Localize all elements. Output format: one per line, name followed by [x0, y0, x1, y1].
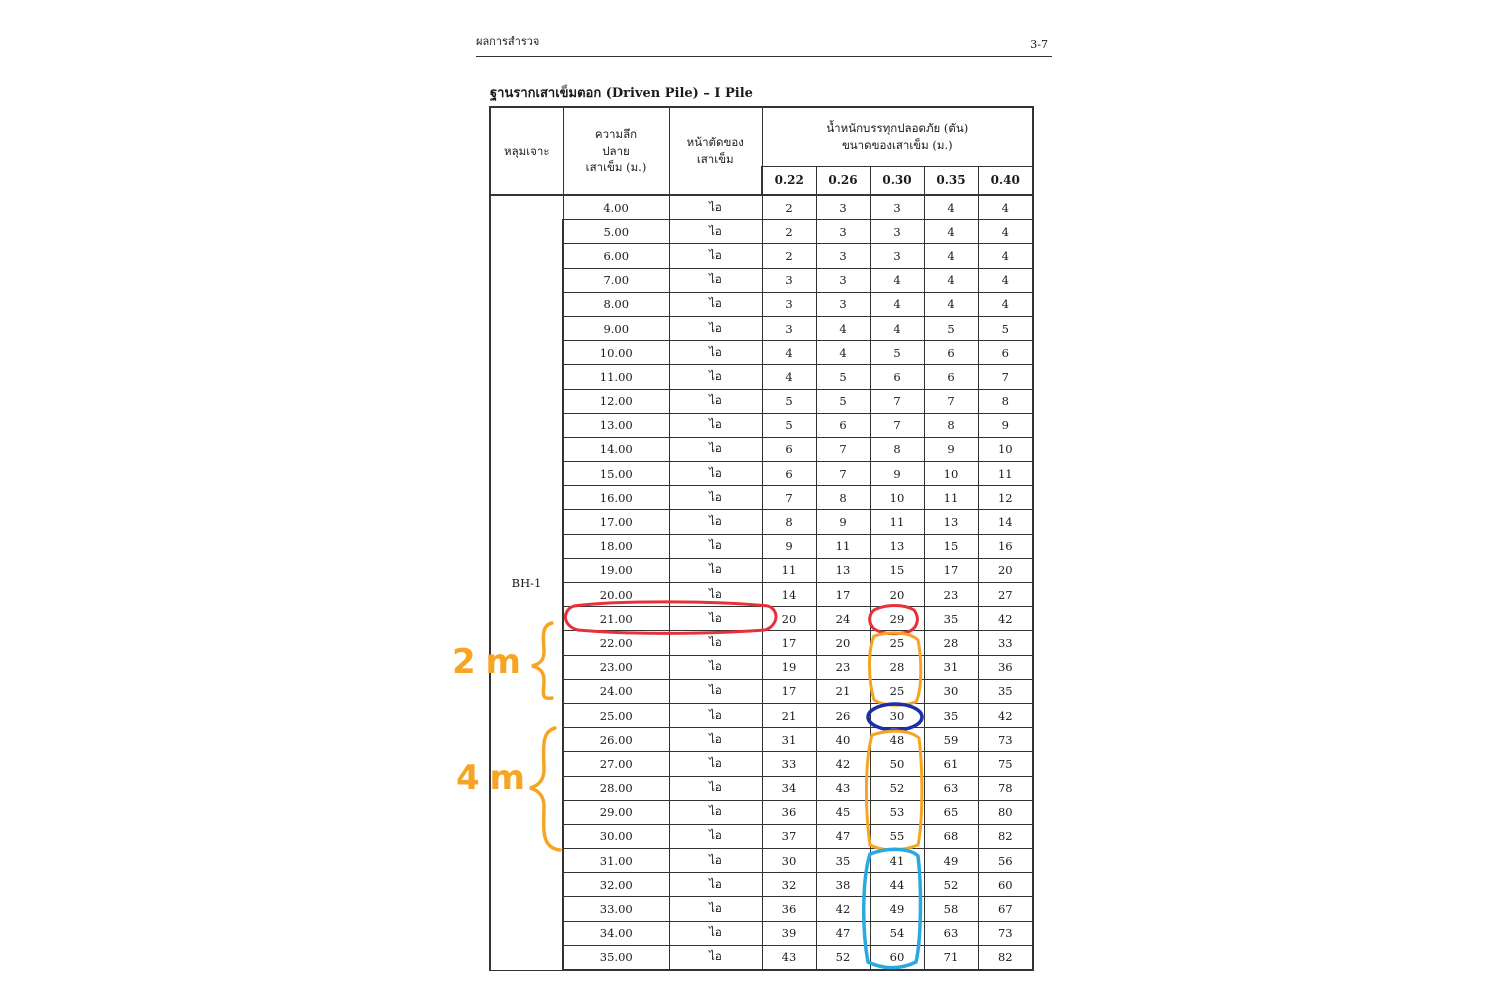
section-cell: ไอ: [669, 679, 762, 703]
load-cell: 2: [762, 244, 816, 268]
load-cell: 4: [924, 195, 978, 220]
table-row: [490, 389, 1033, 413]
load-cell: 31: [762, 728, 816, 752]
load-cell: 42: [978, 607, 1033, 631]
load-cell: 67: [978, 897, 1033, 921]
section-cell: ไอ: [669, 220, 762, 244]
page-number: 3-7: [1030, 38, 1048, 51]
pile-size-0-40: 0.40: [978, 167, 1033, 196]
load-cell: 7: [816, 462, 870, 486]
pile-size-0-26: 0.26: [816, 167, 870, 196]
load-cell: 4: [978, 292, 1033, 316]
load-cell: 5: [870, 341, 924, 365]
load-cell: 15: [924, 534, 978, 558]
table-row: [490, 824, 1033, 848]
load-cell: 24: [816, 607, 870, 631]
load-cell: 10: [924, 462, 978, 486]
col-header-depth: ความลึก ปลาย เสาเข็ม (ม.): [563, 107, 669, 195]
depth-cell: 35.00: [563, 945, 669, 970]
load-cell: 25: [870, 631, 924, 655]
section-cell: ไอ: [669, 292, 762, 316]
load-cell: 56: [978, 849, 1033, 873]
load-cell: 40: [816, 728, 870, 752]
depth-cell: 27.00: [563, 752, 669, 776]
load-cell: 61: [924, 752, 978, 776]
table-row: [490, 268, 1033, 292]
pile-size-0-30: 0.30: [870, 167, 924, 196]
load-cell: 71: [924, 945, 978, 970]
load-cell: 14: [978, 510, 1033, 534]
depth-cell: 28.00: [563, 776, 669, 800]
load-cell: 43: [816, 776, 870, 800]
load-cell: 49: [924, 849, 978, 873]
load-cell: 13: [924, 510, 978, 534]
section-cell: ไอ: [669, 365, 762, 389]
load-cell: 3: [816, 195, 870, 220]
depth-cell: 6.00: [563, 244, 669, 268]
table-row: [490, 752, 1033, 776]
page-header: [476, 30, 1052, 57]
table-row: [490, 703, 1033, 727]
load-cell: 20: [870, 583, 924, 607]
load-cell: 11: [870, 510, 924, 534]
section-cell: ไอ: [669, 486, 762, 510]
load-cell: 4: [978, 220, 1033, 244]
table-row: [490, 292, 1033, 316]
load-cell: 68: [924, 824, 978, 848]
load-cell: 54: [870, 921, 924, 945]
load-cell: 36: [978, 655, 1033, 679]
section-cell: ไอ: [669, 341, 762, 365]
load-cell: 6: [870, 365, 924, 389]
col-header-section: หน้าตัดของ เสาเข็ม: [669, 107, 762, 195]
load-cell: 82: [978, 824, 1033, 848]
load-cell: 9: [816, 510, 870, 534]
table-row: [490, 486, 1033, 510]
load-cell: 11: [924, 486, 978, 510]
load-cell: 28: [870, 655, 924, 679]
table-row: [490, 244, 1033, 268]
load-cell: 2: [762, 195, 816, 220]
depth-cell: 4.00: [563, 195, 669, 220]
table-row: [490, 510, 1033, 534]
table-row: [490, 534, 1033, 558]
load-cell: 75: [978, 752, 1033, 776]
section-cell: ไอ: [669, 462, 762, 486]
table-row: [490, 655, 1033, 679]
load-cell: 7: [870, 389, 924, 413]
section-cell: ไอ: [669, 607, 762, 631]
load-cell: 33: [762, 752, 816, 776]
load-cell: 49: [870, 897, 924, 921]
load-cell: 5: [762, 389, 816, 413]
section-cell: ไอ: [669, 583, 762, 607]
load-cell: 4: [816, 316, 870, 340]
load-cell: 30: [924, 679, 978, 703]
section-cell: ไอ: [669, 703, 762, 727]
load-cell: 9: [924, 437, 978, 461]
load-cell: 36: [762, 800, 816, 824]
section-cell: ไอ: [669, 728, 762, 752]
depth-cell: 10.00: [563, 341, 669, 365]
col-header-safe-load: น้ำหนักบรรทุกปลอดภัย (ตัน) ขนาดของเสาเข็ม (ม.): [762, 107, 1033, 167]
load-cell: 5: [978, 316, 1033, 340]
section-cell: ไอ: [669, 195, 762, 220]
load-cell: 4: [978, 195, 1033, 220]
section-cell: ไอ: [669, 655, 762, 679]
section-cell: ไอ: [669, 510, 762, 534]
load-cell: 16: [978, 534, 1033, 558]
load-cell: 30: [762, 849, 816, 873]
load-cell: 52: [816, 945, 870, 970]
section-cell: ไอ: [669, 897, 762, 921]
load-cell: 27: [978, 583, 1033, 607]
load-cell: 63: [924, 921, 978, 945]
table-row: [490, 897, 1033, 921]
load-cell: 47: [816, 921, 870, 945]
load-cell: 19: [762, 655, 816, 679]
depth-cell: 30.00: [563, 824, 669, 848]
depth-cell: 25.00: [563, 703, 669, 727]
load-cell: 10: [870, 486, 924, 510]
depth-cell: 15.00: [563, 462, 669, 486]
load-cell: 20: [816, 631, 870, 655]
section-cell: ไอ: [669, 437, 762, 461]
load-cell: 73: [978, 921, 1033, 945]
load-cell: 55: [870, 824, 924, 848]
load-cell: 4: [978, 244, 1033, 268]
load-cell: 60: [978, 873, 1033, 897]
load-cell: 3: [816, 244, 870, 268]
depth-cell: 32.00: [563, 873, 669, 897]
load-cell: 42: [816, 752, 870, 776]
load-cell: 9: [762, 534, 816, 558]
load-cell: 17: [762, 679, 816, 703]
load-cell: 9: [978, 413, 1033, 437]
section-cell: ไอ: [669, 776, 762, 800]
pile-size-0-22: 0.22: [762, 167, 816, 196]
load-cell: 63: [924, 776, 978, 800]
load-cell: 30: [870, 703, 924, 727]
depth-cell: 22.00: [563, 631, 669, 655]
depth-cell: 5.00: [563, 220, 669, 244]
load-cell: 5: [762, 413, 816, 437]
load-cell: 17: [924, 558, 978, 582]
load-cell: 21: [762, 703, 816, 727]
load-cell: 4: [870, 268, 924, 292]
table-row: [490, 800, 1033, 824]
load-cell: 3: [816, 220, 870, 244]
load-cell: 6: [924, 365, 978, 389]
load-cell: 6: [978, 341, 1033, 365]
depth-cell: 11.00: [563, 365, 669, 389]
table-row: [490, 365, 1033, 389]
section-cell: ไอ: [669, 849, 762, 873]
load-cell: 41: [870, 849, 924, 873]
load-cell: 35: [978, 679, 1033, 703]
load-cell: 8: [924, 413, 978, 437]
depth-cell: 13.00: [563, 413, 669, 437]
load-cell: 35: [924, 703, 978, 727]
load-cell: 39: [762, 921, 816, 945]
load-cell: 52: [870, 776, 924, 800]
load-cell: 42: [978, 703, 1033, 727]
load-cell: 34: [762, 776, 816, 800]
load-cell: 25: [870, 679, 924, 703]
load-cell: 7: [870, 413, 924, 437]
load-cell: 82: [978, 945, 1033, 970]
table-row: [490, 679, 1033, 703]
load-cell: 35: [816, 849, 870, 873]
load-cell: 3: [762, 268, 816, 292]
load-cell: 4: [924, 220, 978, 244]
load-cell: 5: [816, 389, 870, 413]
depth-cell: 7.00: [563, 268, 669, 292]
load-cell: 4: [924, 268, 978, 292]
load-cell: 20: [978, 558, 1033, 582]
load-cell: 6: [816, 413, 870, 437]
table-row: [490, 607, 1033, 631]
table-row: [490, 945, 1033, 970]
load-cell: 23: [924, 583, 978, 607]
table-row: [490, 341, 1033, 365]
load-cell: 6: [762, 462, 816, 486]
table-row: [490, 437, 1033, 461]
load-cell: 33: [978, 631, 1033, 655]
load-cell: 11: [978, 462, 1033, 486]
load-cell: 4: [978, 268, 1033, 292]
load-cell: 13: [870, 534, 924, 558]
table-row: [490, 195, 1033, 220]
depth-cell: 29.00: [563, 800, 669, 824]
section-cell: ไอ: [669, 244, 762, 268]
load-cell: 8: [762, 510, 816, 534]
depth-cell: 33.00: [563, 897, 669, 921]
load-cell: 7: [978, 365, 1033, 389]
section-cell: ไอ: [669, 268, 762, 292]
section-label: ผลการสำรวจ: [476, 35, 540, 48]
load-cell: 60: [870, 945, 924, 970]
load-cell: 3: [762, 316, 816, 340]
safe-load-table: [489, 106, 1034, 971]
table-row: [490, 873, 1033, 897]
depth-cell: 19.00: [563, 558, 669, 582]
load-cell: 42: [816, 897, 870, 921]
load-cell: 4: [870, 316, 924, 340]
depth-cell: 16.00: [563, 486, 669, 510]
depth-cell: 21.00: [563, 607, 669, 631]
load-cell: 28: [924, 631, 978, 655]
load-cell: 20: [762, 607, 816, 631]
load-cell: 4: [762, 341, 816, 365]
load-cell: 4: [762, 365, 816, 389]
load-cell: 2: [762, 220, 816, 244]
load-cell: 17: [762, 631, 816, 655]
load-cell: 6: [762, 437, 816, 461]
col-header-borehole: หลุมเจาะ: [490, 107, 563, 195]
annotation-4m: 4 m: [456, 758, 524, 798]
table-row: [490, 220, 1033, 244]
load-cell: 4: [816, 341, 870, 365]
load-cell: 15: [870, 558, 924, 582]
depth-cell: 26.00: [563, 728, 669, 752]
depth-cell: 9.00: [563, 316, 669, 340]
load-cell: 7: [762, 486, 816, 510]
table-row: [490, 849, 1033, 873]
table-row: [490, 583, 1033, 607]
load-cell: 3: [870, 195, 924, 220]
load-cell: 58: [924, 897, 978, 921]
load-cell: 50: [870, 752, 924, 776]
table-row: [490, 631, 1033, 655]
section-cell: ไอ: [669, 389, 762, 413]
load-cell: 11: [762, 558, 816, 582]
load-cell: 3: [870, 244, 924, 268]
load-cell: 43: [762, 945, 816, 970]
load-cell: 4: [924, 244, 978, 268]
load-cell: 23: [816, 655, 870, 679]
borehole-id: BH-1: [490, 195, 563, 970]
load-cell: 3: [816, 292, 870, 316]
table-row: [490, 776, 1033, 800]
load-cell: 36: [762, 897, 816, 921]
load-cell: 6: [924, 341, 978, 365]
load-cell: 12: [978, 486, 1033, 510]
table-row: [490, 558, 1033, 582]
depth-cell: 23.00: [563, 655, 669, 679]
load-cell: 45: [816, 800, 870, 824]
depth-cell: 31.00: [563, 849, 669, 873]
depth-cell: 34.00: [563, 921, 669, 945]
load-cell: 26: [816, 703, 870, 727]
load-cell: 29: [870, 607, 924, 631]
load-cell: 8: [978, 389, 1033, 413]
load-cell: 59: [924, 728, 978, 752]
load-cell: 32: [762, 873, 816, 897]
table-row: [490, 413, 1033, 437]
load-cell: 53: [870, 800, 924, 824]
load-cell: 5: [924, 316, 978, 340]
load-cell: 3: [816, 268, 870, 292]
section-cell: ไอ: [669, 800, 762, 824]
load-cell: 47: [816, 824, 870, 848]
depth-cell: 17.00: [563, 510, 669, 534]
depth-cell: 20.00: [563, 583, 669, 607]
load-cell: 14: [762, 583, 816, 607]
load-cell: 44: [870, 873, 924, 897]
load-cell: 80: [978, 800, 1033, 824]
load-cell: 48: [870, 728, 924, 752]
section-cell: ไอ: [669, 413, 762, 437]
load-cell: 4: [924, 292, 978, 316]
table-title: ฐานรากเสาเข็มตอก (Driven Pile) – I Pile: [490, 86, 753, 101]
depth-cell: 8.00: [563, 292, 669, 316]
load-cell: 38: [816, 873, 870, 897]
section-cell: ไอ: [669, 316, 762, 340]
table-row: [490, 728, 1033, 752]
load-cell: 31: [924, 655, 978, 679]
load-cell: 78: [978, 776, 1033, 800]
load-cell: 37: [762, 824, 816, 848]
section-cell: ไอ: [669, 631, 762, 655]
load-cell: 7: [816, 437, 870, 461]
section-cell: ไอ: [669, 824, 762, 848]
load-cell: 17: [816, 583, 870, 607]
depth-cell: 14.00: [563, 437, 669, 461]
load-cell: 21: [816, 679, 870, 703]
load-cell: 8: [870, 437, 924, 461]
load-cell: 3: [762, 292, 816, 316]
load-cell: 4: [870, 292, 924, 316]
section-cell: ไอ: [669, 873, 762, 897]
load-cell: 35: [924, 607, 978, 631]
depth-cell: 24.00: [563, 679, 669, 703]
load-cell: 13: [816, 558, 870, 582]
depth-cell: 12.00: [563, 389, 669, 413]
load-cell: 10: [978, 437, 1033, 461]
section-cell: ไอ: [669, 945, 762, 970]
section-cell: ไอ: [669, 752, 762, 776]
table-row: [490, 316, 1033, 340]
table-row: [490, 462, 1033, 486]
pile-size-0-35: 0.35: [924, 167, 978, 196]
load-cell: 9: [870, 462, 924, 486]
load-cell: 65: [924, 800, 978, 824]
section-cell: ไอ: [669, 921, 762, 945]
table-body: [490, 195, 1033, 970]
section-cell: ไอ: [669, 558, 762, 582]
section-cell: ไอ: [669, 534, 762, 558]
annotation-2m: 2 m: [452, 642, 520, 682]
load-cell: 3: [870, 220, 924, 244]
load-cell: 7: [924, 389, 978, 413]
load-cell: 11: [816, 534, 870, 558]
load-cell: 8: [816, 486, 870, 510]
depth-cell: 18.00: [563, 534, 669, 558]
load-cell: 5: [816, 365, 870, 389]
table-row: [490, 921, 1033, 945]
load-cell: 52: [924, 873, 978, 897]
load-cell: 73: [978, 728, 1033, 752]
